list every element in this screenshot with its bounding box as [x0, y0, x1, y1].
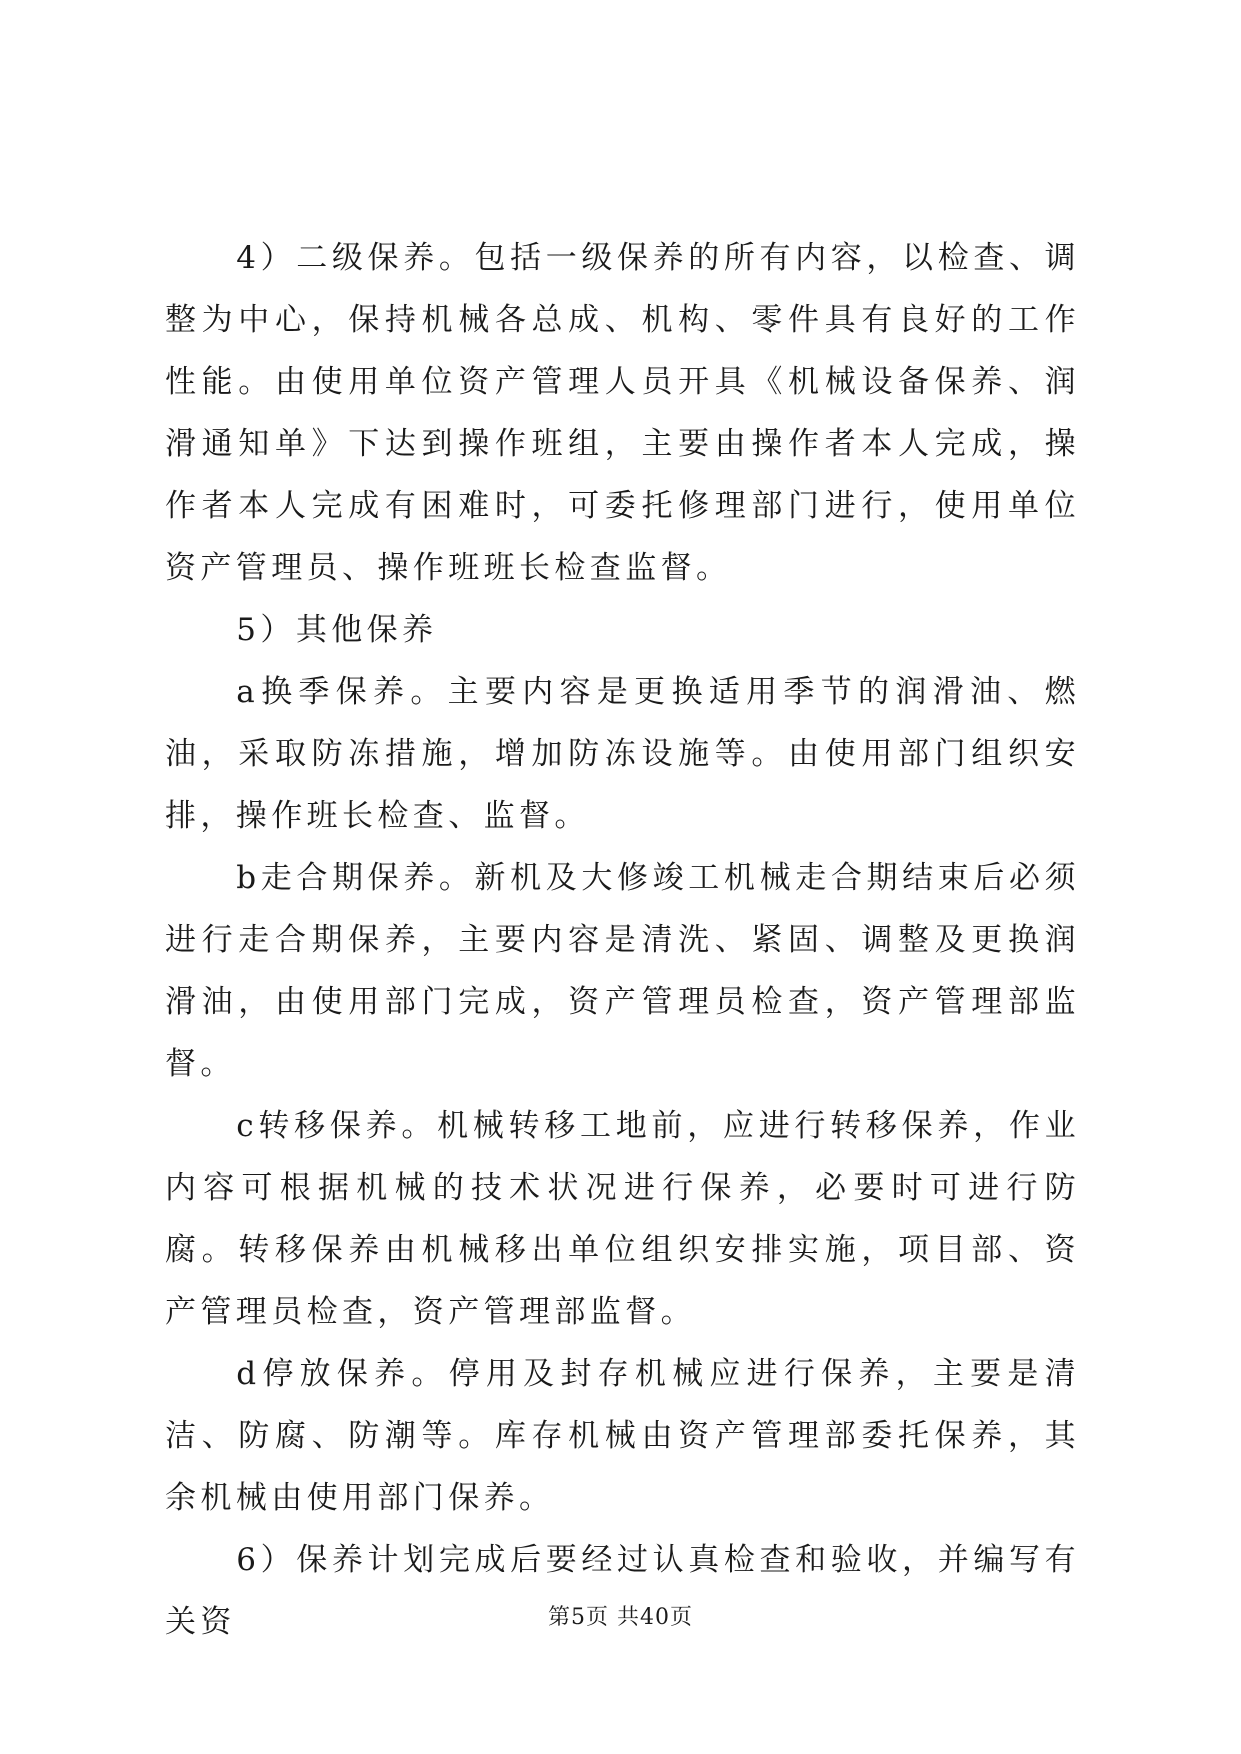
page-number-footer: 第5页 共40页: [548, 1605, 693, 1630]
document-body: [165, 227, 1080, 1653]
paragraph-transfer-maintenance: c转移保养。机械转移工地前，应进行转移保养，作业内容可根据机械的技术状况进行保养，必要时可进行防腐。转移保养由机械移出单位组织安排实施，项目部、资产管理员检查，资产管理部监督。: [165, 1108, 1080, 1330]
paragraph-running-in-maintenance: b走合期保养。新机及大修竣工机械走合期结束后必须进行走合期保养，主要内容是清洗、紧固、调整及更换润滑油，由使用部门完成，资产管理员检查，资产管理部监督。: [165, 860, 1080, 1082]
paragraph-other-maintenance-heading: 5）其他保养: [236, 612, 438, 648]
paragraph-parking-maintenance: d停放保养。停用及封存机械应进行保养，主要是清洁、防腐、防潮等。库存机械由资产管理部委托保养，其余机械由使用部门保养。: [165, 1356, 1080, 1516]
paragraph-seasonal-maintenance: a换季保养。主要内容是更换适用季节的润滑油、燃油，采取防冻措施，增加防冻设施等。由使用部门组织安排，操作班长检查、监督。: [165, 674, 1080, 834]
paragraph-secondary-maintenance: 4）二级保养。包括一级保养的所有内容，以检查、调整为中心，保持机械各总成、机构、零件具有良好的工作性能。由使用单位资产管理人员开具《机械设备保养、润滑通知单》下达到操作班组，主要由操作者本人完成，操作者本人完成有困难时，可委托修理部门进行，使用单位资产管理员、操作班班长检查监督。: [165, 240, 1080, 586]
paragraph-inspection-acceptance: 6）保养计划完成后要经过认真检查和验收，并编写有关资: [165, 1542, 1080, 1640]
